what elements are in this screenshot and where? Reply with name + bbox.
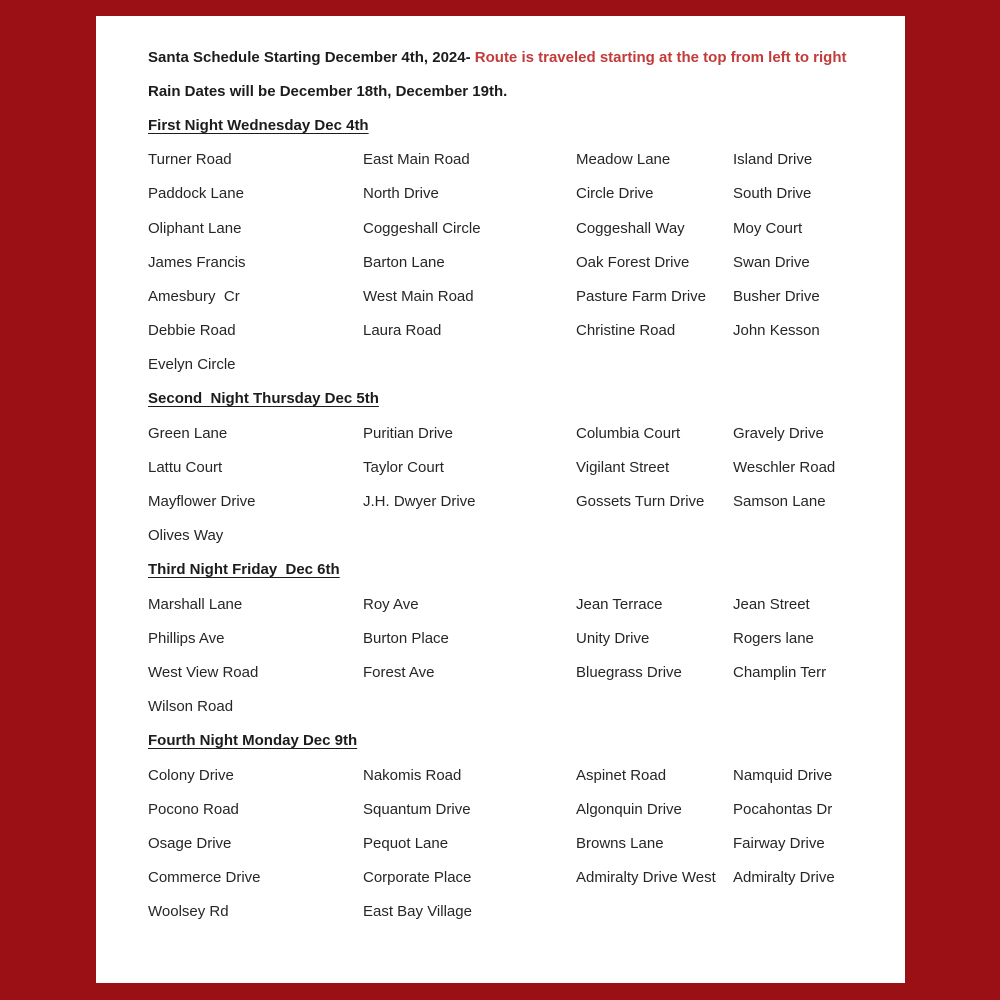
- section-heading-text: Fourth Night Monday Dec 9th: [148, 732, 358, 750]
- street-cell: Busher Drive: [733, 287, 820, 305]
- street-cell: Forest Ave: [363, 663, 435, 681]
- street-cell: Burton Place: [363, 629, 449, 647]
- section-heading-second-night: [148, 382, 895, 416]
- street-cell: Meadow Lane: [576, 151, 671, 169]
- street-cell: Samson Lane: [733, 493, 826, 511]
- street-cell: Jean Terrace: [576, 595, 663, 613]
- street-cell: Christine Road: [576, 322, 676, 340]
- street-cell: Evelyn Circle: [148, 356, 236, 374]
- street-row: [148, 792, 895, 826]
- section-heading-fourth-night: [148, 724, 895, 758]
- street-cell: Pequot Lane: [363, 834, 449, 852]
- street-cell: Laura Road: [363, 322, 442, 340]
- street-row: [148, 348, 895, 382]
- street-cell: Oliphant Lane: [148, 219, 242, 237]
- street-cell: Algonquin Drive: [576, 800, 682, 818]
- street-cell: Swan Drive: [733, 253, 810, 271]
- section-heading-first-night: [148, 108, 895, 142]
- street-row: [148, 895, 895, 929]
- section-heading-text: First Night Wednesday Dec 4th: [148, 116, 369, 134]
- street-cell: Jean Street: [733, 595, 810, 613]
- title-black-text: Santa Schedule Starting December 4th, 2024-: [148, 48, 475, 66]
- street-cell: Gravely Drive: [733, 424, 824, 442]
- street-cell: West Main Road: [363, 287, 474, 305]
- street-cell: Browns Lane: [576, 834, 664, 852]
- street-cell: Taylor Court: [363, 458, 444, 476]
- street-cell: Oak Forest Drive: [576, 253, 690, 271]
- street-cell: Namquid Drive: [733, 766, 833, 784]
- street-cell: North Drive: [363, 185, 439, 203]
- street-cell: Pasture Farm Drive: [576, 287, 707, 305]
- schedule-content: [96, 16, 905, 929]
- street-cell: South Drive: [733, 185, 812, 203]
- street-cell: Olives Way: [148, 527, 224, 545]
- street-cell: Coggeshall Circle: [363, 219, 481, 237]
- street-cell: James Francis: [148, 253, 246, 271]
- title-red-text: Route is traveled starting at the top from left to right: [474, 48, 847, 66]
- street-row: [148, 587, 895, 621]
- street-cell: Barton Lane: [363, 253, 445, 271]
- street-cell: Champlin Terr: [733, 663, 827, 681]
- street-row: [148, 450, 895, 484]
- street-cell: Corporate Place: [363, 869, 472, 887]
- street-cell: Gossets Turn Drive: [576, 493, 705, 511]
- street-cell: Columbia Court: [576, 424, 681, 442]
- street-cell: Circle Drive: [576, 185, 654, 203]
- street-cell: Bluegrass Drive: [576, 663, 682, 681]
- street-cell: Pocono Road: [148, 800, 239, 818]
- street-row: [148, 211, 895, 245]
- street-row: [148, 655, 895, 689]
- rain-dates-text: Rain Dates will be December 18th, December 19th.: [148, 82, 508, 100]
- street-cell: Debbie Road: [148, 322, 236, 340]
- street-row: [148, 758, 895, 792]
- street-row: [148, 416, 895, 450]
- street-cell: Admiralty Drive: [733, 869, 835, 887]
- street-cell: Puritian Drive: [363, 424, 454, 442]
- street-cell: Wilson Road: [148, 698, 234, 716]
- street-cell: Admiralty Drive West: [576, 869, 716, 887]
- street-cell: Green Lane: [148, 424, 228, 442]
- section-heading-text: Second Night Thursday Dec 5th: [148, 390, 379, 408]
- street-row: [148, 519, 895, 553]
- document-title: [148, 40, 895, 74]
- street-cell: Phillips Ave: [148, 629, 225, 647]
- street-cell: East Bay Village: [363, 903, 472, 921]
- street-cell: Aspinet Road: [576, 766, 667, 784]
- street-cell: Amesbury Cr: [148, 287, 240, 305]
- street-cell: Commerce Drive: [148, 869, 261, 887]
- street-cell: Lattu Court: [148, 458, 223, 476]
- street-cell: West View Road: [148, 663, 259, 681]
- street-cell: Paddock Lane: [148, 185, 244, 203]
- street-cell: Roy Ave: [363, 595, 419, 613]
- street-row: [148, 279, 895, 313]
- street-cell: Coggeshall Way: [576, 219, 685, 237]
- street-row: [148, 143, 895, 177]
- street-cell: East Main Road: [363, 151, 470, 169]
- schedule-page: [96, 16, 905, 983]
- street-cell: Squantum Drive: [363, 800, 471, 818]
- street-cell: Island Drive: [733, 151, 813, 169]
- rain-dates-line: [148, 74, 895, 108]
- street-cell: Colony Drive: [148, 766, 234, 784]
- street-cell: Unity Drive: [576, 629, 650, 647]
- street-row: [148, 177, 895, 211]
- street-row: [148, 245, 895, 279]
- street-cell: Woolsey Rd: [148, 903, 229, 921]
- street-cell: Rogers lane: [733, 629, 814, 647]
- street-row: [148, 484, 895, 518]
- street-row: [148, 826, 895, 860]
- street-cell: Pocahontas Dr: [733, 800, 833, 818]
- street-row: [148, 621, 895, 655]
- street-cell: Vigilant Street: [576, 458, 670, 476]
- street-cell: Osage Drive: [148, 834, 232, 852]
- street-cell: Weschler Road: [733, 458, 836, 476]
- section-heading-third-night: [148, 553, 895, 587]
- street-row: [148, 861, 895, 895]
- street-cell: Marshall Lane: [148, 595, 243, 613]
- street-cell: Nakomis Road: [363, 766, 462, 784]
- street-cell: Moy Court: [733, 219, 803, 237]
- street-cell: Turner Road: [148, 151, 232, 169]
- street-cell: John Kesson: [733, 322, 820, 340]
- section-heading-text: Third Night Friday Dec 6th: [148, 561, 340, 579]
- street-cell: Fairway Drive: [733, 834, 825, 852]
- street-row: [148, 314, 895, 348]
- street-row: [148, 690, 895, 724]
- street-cell: J.H. Dwyer Drive: [363, 493, 476, 511]
- street-cell: Mayflower Drive: [148, 493, 256, 511]
